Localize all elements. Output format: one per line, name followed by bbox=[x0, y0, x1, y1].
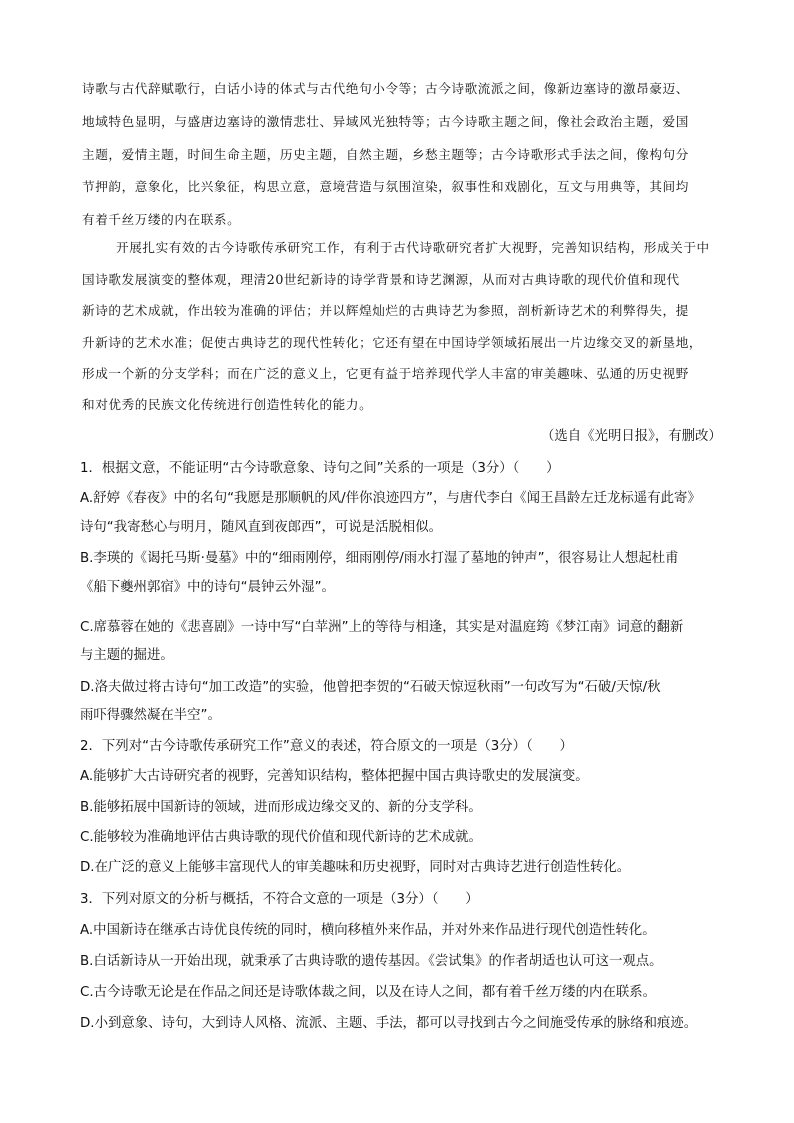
option-d: D.小到意象、诗句，大到诗人风格、流派、主题、手法，都可以寻找到古今之间施受传承的脉络和痕迹。 bbox=[80, 1016, 698, 1031]
option-a: A.能够扩大古诗研究者的视野，完善知识结构，整体把握中国古典诗歌史的发展演变。 bbox=[80, 769, 589, 784]
passage-line: 和对优秀的民族文化传统进行创造性转化的能力。 bbox=[82, 397, 373, 412]
option-b: B.李瑛的《谒托马斯·曼墓》中的“细雨刚停，细雨刚停/雨水打湿了墓地的钟声”，很容易让人想起杜甫 bbox=[80, 551, 679, 566]
option-c: C.古今诗歌无论是在作品之间还是诗歌体裁之间，以及在诗人之间，都有着千丝万缕的内在联系。 bbox=[80, 985, 657, 1000]
option-b: B.能够拓展中国新诗的领域，进而形成边缘交叉的、新的分支学科。 bbox=[80, 800, 482, 815]
source-citation: （选自《光明日报》，有删改） bbox=[541, 429, 722, 444]
passage-line: 开展扎实有效的古今诗歌传承研究工作，有利于古代诗歌研究者扩大视野，完善知识结构，形成关于中 bbox=[116, 240, 710, 255]
question-stem: 2．下列对“古今诗歌传承研究工作”意义的表述，符合原文的一项是（3分）（ ） bbox=[80, 739, 573, 754]
passage-line: 有着千丝万缕的内在联系。 bbox=[82, 212, 241, 227]
passage-line: 诗歌与古代辞赋歌行，白话小诗的体式与古代绝句小令等；古今诗歌流派之间，像新边塞诗的激昂豪迈、 bbox=[82, 81, 689, 96]
option-a: A.中国新诗在继承古诗优良传统的同时，横向移植外来作品，并对外来作品进行现代创造性转化。 bbox=[80, 923, 656, 938]
option-b: B.白话新诗从一开始出现，就秉承了古典诗歌的遗传基因。《尝试集》的作者胡适也认可这一观点。 bbox=[80, 954, 663, 969]
option-b-cont: 《船下夔州郭宿》中的诗句“晨钟云外湿”。 bbox=[80, 580, 335, 595]
question-stem: 3．下列对原文的分析与概括，不符合文意的一项是（3分）（ ） bbox=[80, 892, 479, 907]
passage-line: 主题，爱情主题，时间生命主题，历史主题，自然主题，乡愁主题等；古今诗歌形式手法之间，像构句分 bbox=[82, 147, 689, 162]
passage-line: 国诗歌发展演变的整体观，理清20世纪新诗的诗学背景和诗艺渊源，从而对古典诗歌的现代价值和现代 bbox=[82, 272, 680, 287]
option-d: D.洛夫做过将古诗句“加工改造”的实验，他曾把李贺的“石破天惊逗秋雨”一句改写为“石破/天惊/秋 bbox=[80, 680, 661, 695]
option-a: A.舒婷《春夜》中的名句“我愿是那顺帆的风/伴你浪迹四方”，与唐代李白《闻王昌龄左迁龙标遥有此寄》 bbox=[80, 491, 701, 506]
passage-line: 形成一个新的分支学科；而在广泛的意义上，它更有益于培养现代学人丰富的审美趣味、弘通的历史视野 bbox=[82, 366, 689, 381]
option-d-cont: 雨吓得骤然凝在半空”。 bbox=[80, 708, 221, 723]
option-c-cont: 与主题的掘进。 bbox=[80, 648, 174, 663]
option-c: C.能够较为准确地评估古典诗歌的现代价值和现代新诗的艺术成就。 bbox=[80, 830, 482, 845]
passage-line: 地域特色显明，与盛唐边塞诗的激情悲壮、异域风光独特等；古今诗歌主题之间，像社会政治主题，爱国 bbox=[82, 114, 689, 129]
option-c: C.席慕蓉在她的《悲喜剧》一诗中写“白苹洲”上的等待与相逢，其实是对温庭筠《梦江南》词意的翻新 bbox=[80, 620, 684, 635]
passage-line: 新诗的艺术成就，作出较为准确的评估；并以辉煌灿烂的古典诗艺为参照，剖析新诗艺术的利弊得失，提 bbox=[82, 303, 689, 318]
option-a-cont: 诗句“我寄愁心与明月，随风直到夜郎西”，可说是活脱相似。 bbox=[80, 520, 443, 535]
passage-line: 节押韵，意象化，比兴象征，构思立意，意境营造与氛围渲染，叙事性和戏剧化，互文与用典等，其间均 bbox=[82, 179, 689, 194]
option-d: D.在广泛的意义上能够丰富现代人的审美趣味和历史视野，同时对古典诗艺进行创造性转化。 bbox=[80, 860, 631, 875]
passage-line: 升新诗的艺术水准；促使古典诗艺的现代性转化；它还有望在中国诗学领域拓展出一片边缘交叉的新垦地， bbox=[82, 335, 703, 350]
question-stem: 1．根据文意，不能证明“古今诗歌意象、诗句之间”关系的一项是（3分）（ ） bbox=[80, 461, 560, 476]
